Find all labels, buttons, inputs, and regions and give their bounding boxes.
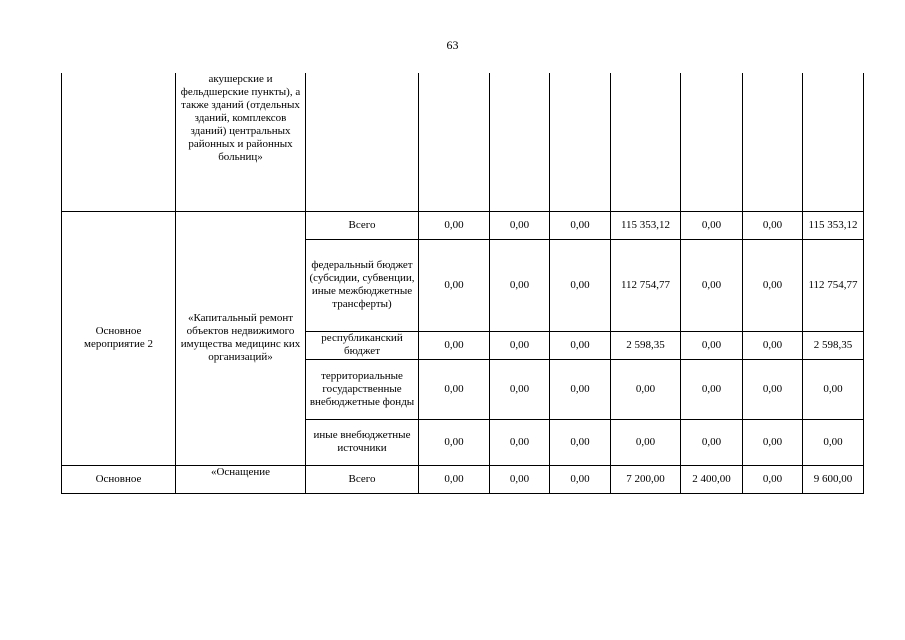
funding-source: федеральный бюджет (субсидии, субвенции, иные межбюджетные трансферты) [306, 239, 419, 331]
value-cell: 0,00 [803, 359, 864, 419]
value-cell: 115 353,12 [803, 211, 864, 239]
value-cell: 0,00 [550, 359, 611, 419]
value-cell: 0,00 [419, 239, 490, 331]
value-cell: 0,00 [419, 211, 490, 239]
activity-label: Основное мероприятие 2 [62, 211, 176, 465]
value-cell: 0,00 [550, 211, 611, 239]
value-cell: 0,00 [681, 211, 743, 239]
value-cell: 0,00 [490, 419, 550, 465]
funding-source: территориальные государственные внебюджетные фонды [306, 359, 419, 419]
activity-label: Основное [62, 465, 176, 493]
value-cell: 9 600,00 [803, 465, 864, 493]
activity-name: «Капитальный ремонт объектов недвижимого имущества медицинс ких организаций» [176, 211, 306, 465]
value-cell: 0,00 [550, 239, 611, 331]
cell-empty [306, 73, 419, 211]
cell-empty [62, 73, 176, 211]
value-cell: 7 200,00 [611, 465, 681, 493]
value-cell: 0,00 [611, 359, 681, 419]
value-cell: 0,00 [419, 465, 490, 493]
cell-empty [681, 73, 743, 211]
cell-empty [419, 73, 490, 211]
value-cell: 0,00 [419, 419, 490, 465]
cell-empty [743, 73, 803, 211]
budget-table [61, 73, 864, 494]
value-cell: 0,00 [681, 331, 743, 359]
value-cell: 0,00 [743, 359, 803, 419]
cell-empty [803, 73, 864, 211]
value-cell: 2 598,35 [803, 331, 864, 359]
value-cell: 0,00 [550, 465, 611, 493]
cell-empty [490, 73, 550, 211]
value-cell: 0,00 [490, 359, 550, 419]
value-cell: 0,00 [550, 331, 611, 359]
activity-name: «Оснащение [176, 465, 306, 493]
value-cell: 0,00 [611, 419, 681, 465]
value-cell: 0,00 [743, 465, 803, 493]
value-cell: 115 353,12 [611, 211, 681, 239]
value-cell: 0,00 [681, 239, 743, 331]
cell-empty [611, 73, 681, 211]
activity-name-continued: акушерские и фельдшерские пункты), а также зданий (отдельных зданий, комплексов зданий) центральных районных и районных больниц» [176, 73, 306, 211]
value-cell: 0,00 [490, 465, 550, 493]
value-cell: 0,00 [681, 419, 743, 465]
value-cell: 0,00 [550, 419, 611, 465]
value-cell: 112 754,77 [611, 239, 681, 331]
value-cell: 0,00 [490, 239, 550, 331]
value-cell: 0,00 [490, 331, 550, 359]
value-cell: 0,00 [743, 331, 803, 359]
value-cell: 0,00 [681, 359, 743, 419]
value-cell: 2 598,35 [611, 331, 681, 359]
cell-empty [550, 73, 611, 211]
value-cell: 0,00 [419, 331, 490, 359]
value-cell: 0,00 [743, 419, 803, 465]
value-cell: 0,00 [490, 211, 550, 239]
value-cell: 0,00 [419, 359, 490, 419]
value-cell: 0,00 [743, 239, 803, 331]
funding-source: республиканский бюджет [306, 331, 419, 359]
funding-source: Всего [306, 211, 419, 239]
funding-source: Всего [306, 465, 419, 493]
funding-source: иные внебюджетные источники [306, 419, 419, 465]
value-cell: 0,00 [803, 419, 864, 465]
value-cell: 112 754,77 [803, 239, 864, 331]
table-row [62, 465, 864, 493]
page-number: 63 [446, 38, 459, 52]
value-cell: 2 400,00 [681, 465, 743, 493]
value-cell: 0,00 [743, 211, 803, 239]
table-row-continuation [62, 73, 864, 211]
table-row [62, 211, 864, 239]
